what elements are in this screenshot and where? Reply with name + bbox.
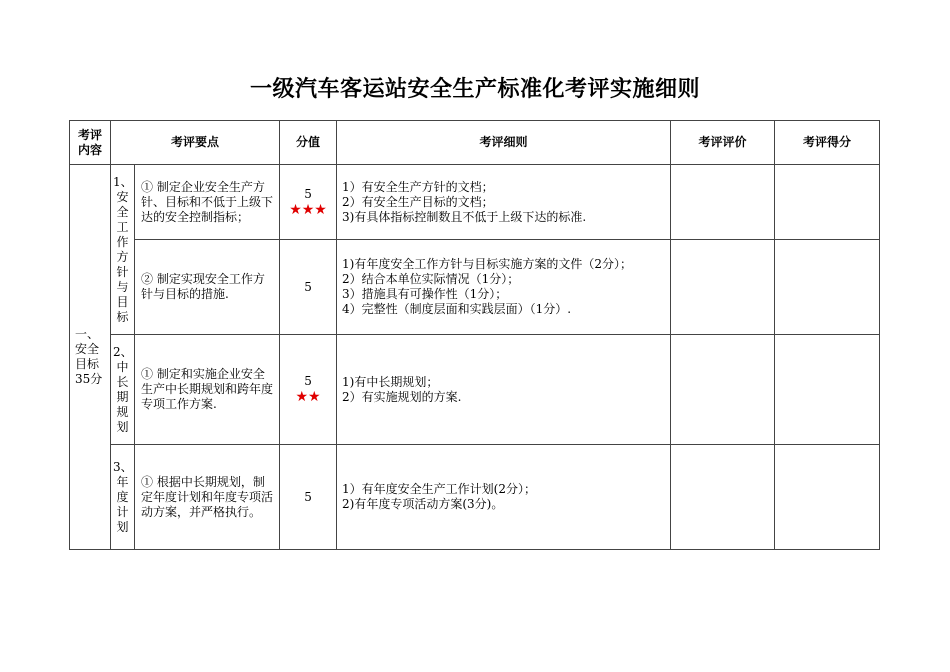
category-label: 一、安全目标35分 [75,327,103,386]
score-value: 5 [304,374,312,388]
requirement-cell: ① 根据中长期规划，制定年度计划和年度专项活动方案，并严格执行。 [135,445,280,550]
points-cell[interactable] [775,445,880,550]
evaluation-cell[interactable] [671,335,775,445]
subcategory-cell: 3、年度计划 [111,445,135,550]
detail-line: 2）有实施规划的方案. [342,389,462,404]
importance-stars: ★★ [295,389,321,405]
evaluation-cell[interactable] [671,240,775,335]
score-value: 5 [304,489,312,504]
table-row [70,165,880,240]
detail-line: 4）完整性（制度层面和实践层面）（1分）. [342,302,572,316]
score-value: 5 [304,186,312,201]
header-row [70,121,880,165]
score-cell [280,445,337,550]
table-row [70,335,880,445]
detail-line: 3）措施具有可操作性（1分）； [342,287,508,301]
detail-line: 1）有年度安全生产工作计划(2分）； [342,482,536,496]
detail-line: 2)有年度专项活动方案(3分)。 [342,497,504,511]
header-evaluation: 考评评价 [671,121,775,165]
score-cell [280,335,337,445]
score-value: 5 [304,279,312,294]
details-cell [337,335,671,445]
header-points: 考评得分 [775,121,880,165]
score-cell [280,240,337,335]
detail-line: 1)有中长期规划； [342,374,439,389]
score-cell [280,165,337,240]
points-cell[interactable] [775,240,880,335]
table-row [70,445,880,550]
importance-stars: ★★★ [289,201,327,218]
details-cell [337,240,671,335]
table-row [70,240,880,335]
detail-line: 1)有年度安全工作方针与目标实施方案的文件（2分）； [342,257,632,271]
subcategory-cell: 2、中长期规划 [111,335,135,445]
detail-line: 1）有安全生产方针的文档； [342,179,494,194]
points-cell[interactable] [775,335,880,445]
evaluation-table [69,120,880,550]
detail-line: 3)有具体指标控制数且不低于上级下达的标准. [342,209,587,224]
evaluation-cell[interactable] [671,445,775,550]
evaluation-cell[interactable] [671,165,775,240]
header-requirements: 考评要点 [111,121,280,165]
document-title: 一级汽车客运站安全生产标准化考评实施细则 [249,77,700,102]
category-cell [70,165,111,550]
points-cell[interactable] [775,165,880,240]
details-cell [337,445,671,550]
subcategory-cell: 1、安全工作方针与目标 [111,165,135,335]
requirement-cell: ② 制定实现安全工作方针与目标的措施. [135,240,280,335]
details-cell [337,165,671,240]
detail-line: 2）结合本单位实际情况（1分）； [342,272,520,286]
header-details: 考评细则 [337,121,671,165]
header-content: 考评内容 [70,121,111,165]
header-score: 分值 [280,121,337,165]
requirement-cell: ① 制定企业安全生产方针、目标和不低于上级下达的安全控制指标； [135,165,280,240]
detail-line: 2）有安全生产目标的文档； [342,194,494,209]
requirement-cell: ① 制定和实施企业安全生产中长期规划和跨年度专项工作方案. [135,335,280,445]
